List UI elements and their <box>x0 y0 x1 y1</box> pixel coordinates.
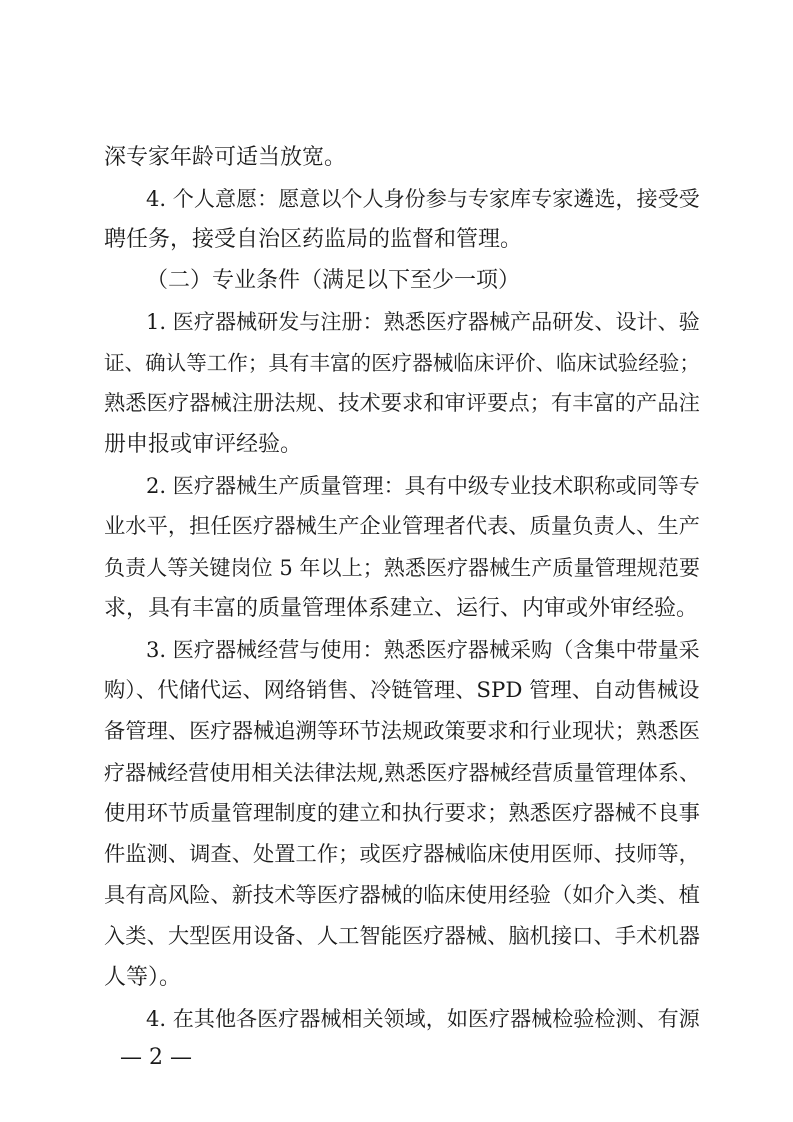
text-line: 负责人等关键岗位 5 年以上；熟悉医疗器械生产质量管理规范要 <box>104 555 700 580</box>
text-line: 1. 医疗器械研发与注册：熟悉医疗器械产品研发、设计、验 <box>146 309 700 334</box>
section-heading: （二）专业条件（满足以下至少一项） <box>146 268 521 293</box>
text-line: 人等）。 <box>104 965 182 990</box>
text-line: 备管理、医疗器械追溯等环节法规政策要求和行业现状；熟悉医 <box>104 719 700 744</box>
text-line: 熟悉医疗器械注册法规、技术要求和审评要点；有丰富的产品注 <box>104 391 700 416</box>
text-line: 证、确认等工作；具有丰富的医疗器械临床评价、临床试验经验； <box>104 351 700 375</box>
page-number: — 2 — <box>120 1045 192 1070</box>
text-line: 疗器械经营使用相关法律法规,熟悉医疗器械经营质量管理体系、 <box>104 760 701 785</box>
text-line: 购）、代储代运、网络销售、冷链管理、SPD 管理、自动售械设 <box>104 678 700 703</box>
text-line: 件监测、调查、处置工作；或医疗器械临床使用医师、技师等， <box>104 842 700 867</box>
text-line: 4. 个人意愿：愿意以个人身份参与专家库专家遴选，接受受 <box>146 186 700 211</box>
text-line: 册申报或审评经验。 <box>104 432 303 457</box>
text-line: 业水平，担任医疗器械生产企业管理者代表、质量负责人、生产 <box>104 514 700 539</box>
text-line: 4. 在其他各医疗器械相关领域，如医疗器械检验检测、有源 <box>146 1006 700 1031</box>
text-line: 2. 医疗器械生产质量管理：具有中级专业技术职称或同等专 <box>146 473 700 498</box>
text-line: 具有高风险、新技术等医疗器械的临床使用经验（如介入类、植 <box>104 883 700 908</box>
text-line: 使用环节质量管理制度的建立和执行要求；熟悉医疗器械不良事 <box>104 801 700 826</box>
text-line: 深专家年龄可适当放宽。 <box>104 145 347 170</box>
text-line: 聘任务，接受自治区药监局的监督和管理。 <box>104 227 523 252</box>
text-line: 求，具有丰富的质量管理体系建立、运行、内审或外审经验。 <box>104 596 699 621</box>
text-line: 3. 医疗器械经营与使用：熟悉医疗器械采购（含集中带量采 <box>146 637 700 662</box>
text-line: 入类、大型医用设备、人工智能医疗器械、脑机接口、手术机器 <box>104 924 700 949</box>
